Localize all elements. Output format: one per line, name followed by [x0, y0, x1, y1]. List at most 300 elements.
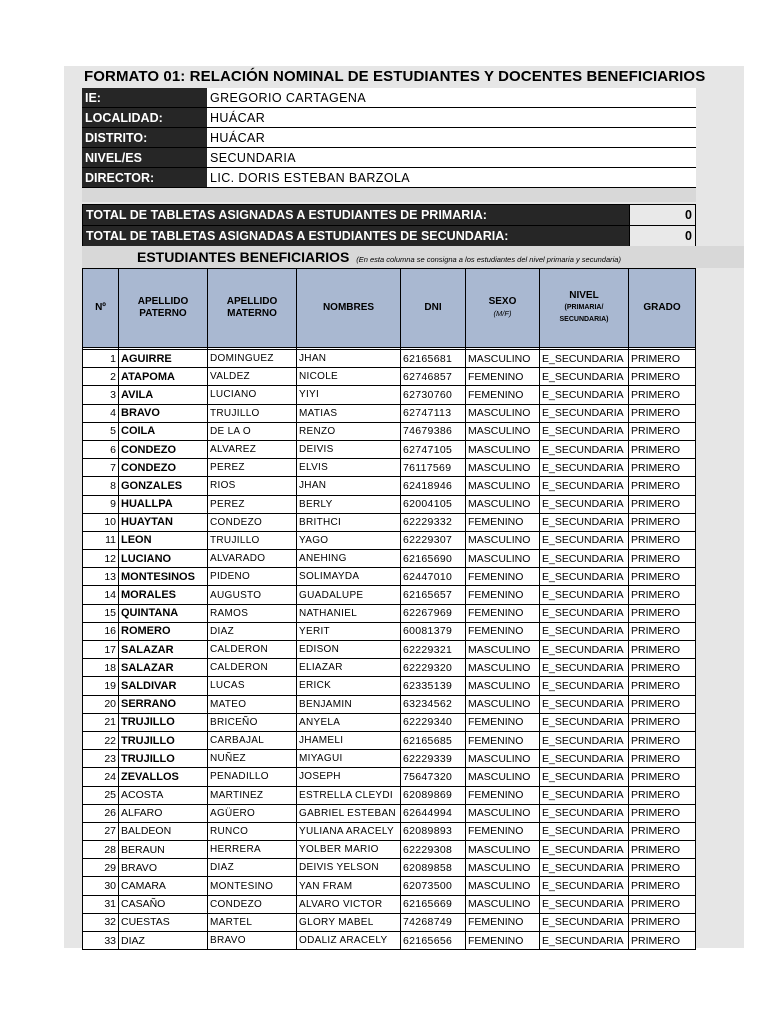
dni-cell[interactable]: 62165657	[401, 586, 466, 604]
apellido-paterno-cell[interactable]: DIAZ	[119, 932, 208, 950]
apellido-materno-cell[interactable]: DIAZ	[208, 859, 297, 877]
grado-cell[interactable]: PRIMERO	[629, 459, 696, 477]
sexo-cell[interactable]: MASCULINO	[466, 550, 540, 568]
nivel-cell[interactable]: E_SECUNDARIA	[540, 877, 629, 895]
sexo-cell[interactable]: MASCULINO	[466, 422, 540, 440]
dni-cell[interactable]: 62644994	[401, 804, 466, 822]
row-number-cell[interactable]: 26	[83, 804, 119, 822]
grado-cell[interactable]: PRIMERO	[629, 350, 696, 368]
row-number-cell[interactable]: 14	[83, 586, 119, 604]
grado-cell[interactable]: PRIMERO	[629, 440, 696, 458]
apellido-materno-cell[interactable]: DE LA O	[208, 422, 297, 440]
apellido-materno-cell[interactable]: CARBAJAL	[208, 731, 297, 749]
nivel-cell[interactable]: E_SECUNDARIA	[540, 786, 629, 804]
info-label: DIRECTOR:	[82, 168, 207, 188]
nombres-cell[interactable]: ESTRELLA CLEYDI	[297, 786, 401, 804]
row-number-cell[interactable]: 18	[83, 659, 119, 677]
apellido-materno-cell[interactable]: RAMOS	[208, 604, 297, 622]
info-value[interactable]: HUÁCAR	[207, 128, 696, 148]
grado-cell[interactable]: PRIMERO	[629, 531, 696, 549]
apellido-materno-cell[interactable]: MONTESINO	[208, 877, 297, 895]
sexo-cell[interactable]: FEMENINO	[466, 386, 540, 404]
sexo-cell[interactable]: FEMENINO	[466, 513, 540, 531]
nombres-cell[interactable]: RENZO	[297, 422, 401, 440]
nombres-cell[interactable]: BENJAMIN	[297, 695, 401, 713]
apellido-paterno-cell[interactable]: AGUIRRE	[119, 350, 208, 368]
apellido-paterno-cell[interactable]: TRUJILLO	[119, 731, 208, 749]
apellido-materno-cell[interactable]: CALDERON	[208, 659, 297, 677]
sexo-cell[interactable]: FEMENINO	[466, 713, 540, 731]
nombres-cell[interactable]: BERLY	[297, 495, 401, 513]
nombres-cell[interactable]: GABRIEL ESTEBAN	[297, 804, 401, 822]
table-row	[83, 841, 696, 859]
grado-cell[interactable]: PRIMERO	[629, 913, 696, 931]
dni-cell[interactable]: 62229332	[401, 513, 466, 531]
dni-cell[interactable]: 60081379	[401, 622, 466, 640]
nombres-cell[interactable]: YERIT	[297, 622, 401, 640]
sexo-cell[interactable]: MASCULINO	[466, 641, 540, 659]
grado-cell[interactable]: PRIMERO	[629, 932, 696, 950]
sexo-cell[interactable]: MASCULINO	[466, 750, 540, 768]
dni-cell[interactable]: 62089893	[401, 822, 466, 840]
apellido-paterno-cell[interactable]: CASAÑO	[119, 895, 208, 913]
nombres-cell[interactable]: JHAN	[297, 477, 401, 495]
total-value[interactable]: 0	[630, 226, 696, 247]
dni-cell[interactable]: 62089869	[401, 786, 466, 804]
grado-cell[interactable]: PRIMERO	[629, 859, 696, 877]
table-row	[83, 731, 696, 749]
apellido-materno-cell[interactable]: AUGUSTO	[208, 586, 297, 604]
apellido-paterno-cell[interactable]: LEON	[119, 531, 208, 549]
sexo-cell[interactable]: MASCULINO	[466, 677, 540, 695]
apellido-paterno-cell[interactable]: BRAVO	[119, 859, 208, 877]
apellido-paterno-cell[interactable]: LUCIANO	[119, 550, 208, 568]
info-row-nivel	[82, 148, 696, 168]
nivel-cell[interactable]: E_SECUNDARIA	[540, 422, 629, 440]
nombres-cell[interactable]: YIYI	[297, 386, 401, 404]
apellido-materno-cell[interactable]: LUCIANO	[208, 386, 297, 404]
table-row	[83, 895, 696, 913]
header-apellido-paterno: APELLIDO PATERNO	[119, 269, 208, 348]
nivel-cell[interactable]: E_SECUNDARIA	[540, 768, 629, 786]
dni-cell[interactable]: 62165669	[401, 895, 466, 913]
row-number-cell[interactable]: 17	[83, 641, 119, 659]
nombres-cell[interactable]: ELIAZAR	[297, 659, 401, 677]
grado-cell[interactable]: PRIMERO	[629, 422, 696, 440]
grado-cell[interactable]: PRIMERO	[629, 895, 696, 913]
nivel-cell[interactable]: E_SECUNDARIA	[540, 713, 629, 731]
sexo-cell[interactable]: FEMENINO	[466, 932, 540, 950]
nombres-cell[interactable]: YULIANA ARACELY	[297, 822, 401, 840]
row-number-cell[interactable]: 22	[83, 731, 119, 749]
info-label: LOCALIDAD:	[82, 108, 207, 128]
nivel-cell[interactable]: E_SECUNDARIA	[540, 677, 629, 695]
apellido-materno-cell[interactable]: MARTEL	[208, 913, 297, 931]
info-value[interactable]: LIC. DORIS ESTEBAN BARZOLA	[207, 168, 696, 188]
nivel-cell[interactable]: E_SECUNDARIA	[540, 622, 629, 640]
grado-cell[interactable]: PRIMERO	[629, 404, 696, 422]
header-apellido-materno: APELLIDO MATERNO	[208, 269, 297, 348]
apellido-materno-cell[interactable]: MARTINEZ	[208, 786, 297, 804]
nombres-cell[interactable]: DEIVIS YELSON	[297, 859, 401, 877]
apellido-paterno-cell[interactable]: BRAVO	[119, 404, 208, 422]
row-number-cell[interactable]: 27	[83, 822, 119, 840]
apellido-paterno-cell[interactable]: TRUJILLO	[119, 750, 208, 768]
nombres-cell[interactable]: ODALIZ ARACELY	[297, 932, 401, 950]
row-number-cell[interactable]: 30	[83, 877, 119, 895]
dni-cell[interactable]: 62229339	[401, 750, 466, 768]
row-number-cell[interactable]: 3	[83, 386, 119, 404]
dni-cell[interactable]: 62165690	[401, 550, 466, 568]
nivel-cell[interactable]: E_SECUNDARIA	[540, 386, 629, 404]
row-number-cell[interactable]: 7	[83, 459, 119, 477]
nivel-cell[interactable]: E_SECUNDARIA	[540, 659, 629, 677]
apellido-materno-cell[interactable]: CALDERON	[208, 641, 297, 659]
apellido-paterno-cell[interactable]: QUINTANA	[119, 604, 208, 622]
sexo-cell[interactable]: FEMENINO	[466, 822, 540, 840]
grado-cell[interactable]: PRIMERO	[629, 841, 696, 859]
header-nombres: NOMBRES	[297, 269, 401, 348]
header-sexo	[466, 269, 540, 348]
nombres-cell[interactable]: YOLBER MARIO	[297, 841, 401, 859]
dni-cell[interactable]: 62447010	[401, 568, 466, 586]
nombres-cell[interactable]: GUADALUPE	[297, 586, 401, 604]
totals-table	[82, 204, 696, 247]
apellido-materno-cell[interactable]: PEREZ	[208, 459, 297, 477]
table-row	[83, 604, 696, 622]
nivel-cell[interactable]: E_SECUNDARIA	[540, 841, 629, 859]
grado-cell[interactable]: PRIMERO	[629, 768, 696, 786]
nombres-cell[interactable]: ANYELA	[297, 713, 401, 731]
nivel-cell[interactable]: E_SECUNDARIA	[540, 440, 629, 458]
row-number-cell[interactable]: 6	[83, 440, 119, 458]
nivel-cell[interactable]: E_SECUNDARIA	[540, 895, 629, 913]
row-number-cell[interactable]: 2	[83, 368, 119, 386]
nivel-cell[interactable]: E_SECUNDARIA	[540, 731, 629, 749]
dni-cell[interactable]: 62089858	[401, 859, 466, 877]
row-number-cell[interactable]: 5	[83, 422, 119, 440]
apellido-materno-cell[interactable]: AGÜERO	[208, 804, 297, 822]
apellido-paterno-cell[interactable]: CONDEZO	[119, 440, 208, 458]
nombres-cell[interactable]: NICOLE	[297, 368, 401, 386]
nivel-cell[interactable]: E_SECUNDARIA	[540, 859, 629, 877]
grado-cell[interactable]: PRIMERO	[629, 822, 696, 840]
apellido-paterno-cell[interactable]: HUALLPA	[119, 495, 208, 513]
nombres-cell[interactable]: GLORY MABEL	[297, 913, 401, 931]
dni-cell[interactable]: 62747113	[401, 404, 466, 422]
apellido-paterno-cell[interactable]: ALFARO	[119, 804, 208, 822]
nombres-cell[interactable]: JOSEPH	[297, 768, 401, 786]
dni-cell[interactable]: 75647320	[401, 768, 466, 786]
grado-cell[interactable]: PRIMERO	[629, 477, 696, 495]
row-number-cell[interactable]: 28	[83, 841, 119, 859]
apellido-paterno-cell[interactable]: CUESTAS	[119, 913, 208, 931]
nivel-cell[interactable]: E_SECUNDARIA	[540, 477, 629, 495]
apellido-materno-cell[interactable]: LUCAS	[208, 677, 297, 695]
row-number-cell[interactable]: 15	[83, 604, 119, 622]
dni-cell[interactable]: 62165656	[401, 932, 466, 950]
dni-cell[interactable]: 62267969	[401, 604, 466, 622]
dni-cell[interactable]: 62335139	[401, 677, 466, 695]
nombres-cell[interactable]: YAN FRAM	[297, 877, 401, 895]
apellido-materno-cell[interactable]: PIDENO	[208, 568, 297, 586]
sexo-cell[interactable]: MASCULINO	[466, 495, 540, 513]
nombres-cell[interactable]: JHAN	[297, 350, 401, 368]
dni-cell[interactable]: 62229320	[401, 659, 466, 677]
row-number-cell[interactable]: 33	[83, 932, 119, 950]
apellido-paterno-cell[interactable]: CONDEZO	[119, 459, 208, 477]
row-number-cell[interactable]: 13	[83, 568, 119, 586]
apellido-paterno-cell[interactable]: ZEVALLOS	[119, 768, 208, 786]
dni-cell[interactable]: 62165681	[401, 350, 466, 368]
sexo-cell[interactable]: FEMENINO	[466, 786, 540, 804]
info-label: DISTRITO:	[82, 128, 207, 148]
row-number-cell[interactable]: 24	[83, 768, 119, 786]
apellido-materno-cell[interactable]: RUNCO	[208, 822, 297, 840]
sexo-cell[interactable]: MASCULINO	[466, 440, 540, 458]
table-row	[83, 404, 696, 422]
row-number-cell[interactable]: 4	[83, 404, 119, 422]
grado-cell[interactable]: PRIMERO	[629, 550, 696, 568]
sexo-cell[interactable]: MASCULINO	[466, 804, 540, 822]
row-number-cell[interactable]: 19	[83, 677, 119, 695]
grado-cell[interactable]: PRIMERO	[629, 659, 696, 677]
row-number-cell[interactable]: 8	[83, 477, 119, 495]
sexo-cell[interactable]: FEMENINO	[466, 622, 540, 640]
dni-cell[interactable]: 62004105	[401, 495, 466, 513]
nombres-cell[interactable]: ANEHING	[297, 550, 401, 568]
sexo-cell[interactable]: MASCULINO	[466, 459, 540, 477]
apellido-materno-cell[interactable]: DIAZ	[208, 622, 297, 640]
apellido-paterno-cell[interactable]: GONZALES	[119, 477, 208, 495]
row-number-cell[interactable]: 16	[83, 622, 119, 640]
nivel-cell[interactable]: E_SECUNDARIA	[540, 804, 629, 822]
nombres-cell[interactable]: ALVARO VICTOR	[297, 895, 401, 913]
row-number-cell[interactable]: 20	[83, 695, 119, 713]
dni-cell[interactable]: 62229340	[401, 713, 466, 731]
row-number-cell[interactable]: 1	[83, 350, 119, 368]
table-row	[83, 386, 696, 404]
sexo-cell[interactable]: MASCULINO	[466, 859, 540, 877]
nombres-cell[interactable]: SOLIMAYDA	[297, 568, 401, 586]
dni-cell[interactable]: 62418946	[401, 477, 466, 495]
nivel-cell[interactable]: E_SECUNDARIA	[540, 750, 629, 768]
info-value[interactable]: HUÁCAR	[207, 108, 696, 128]
grado-cell[interactable]: PRIMERO	[629, 513, 696, 531]
apellido-materno-cell[interactable]: DOMINGUEZ	[208, 350, 297, 368]
row-number-cell[interactable]: 25	[83, 786, 119, 804]
apellido-paterno-cell[interactable]: SERRANO	[119, 695, 208, 713]
apellido-paterno-cell[interactable]: SALAZAR	[119, 659, 208, 677]
nivel-cell[interactable]: E_SECUNDARIA	[540, 913, 629, 931]
dni-cell[interactable]: 74268749	[401, 913, 466, 931]
sexo-cell[interactable]: MASCULINO	[466, 404, 540, 422]
sexo-cell[interactable]: MASCULINO	[466, 695, 540, 713]
sexo-cell[interactable]: MASCULINO	[466, 477, 540, 495]
table-row	[83, 804, 696, 822]
nombres-cell[interactable]: JHAMELI	[297, 731, 401, 749]
nombres-cell[interactable]: MIYAGUI	[297, 750, 401, 768]
nivel-cell[interactable]: E_SECUNDARIA	[540, 531, 629, 549]
apellido-materno-cell[interactable]: VALDEZ	[208, 368, 297, 386]
apellido-paterno-cell[interactable]: SALAZAR	[119, 641, 208, 659]
row-number-cell[interactable]: 10	[83, 513, 119, 531]
info-value[interactable]: GREGORIO CARTAGENA	[207, 88, 696, 108]
sexo-cell[interactable]: FEMENINO	[466, 604, 540, 622]
apellido-materno-cell[interactable]: ALVARADO	[208, 550, 297, 568]
info-value[interactable]: SECUNDARIA	[207, 148, 696, 168]
apellido-materno-cell[interactable]: BRAVO	[208, 932, 297, 950]
grado-cell[interactable]: PRIMERO	[629, 604, 696, 622]
table-row	[83, 750, 696, 768]
apellido-paterno-cell[interactable]: SALDIVAR	[119, 677, 208, 695]
grado-cell[interactable]: PRIMERO	[629, 713, 696, 731]
apellido-materno-cell[interactable]: MATEO	[208, 695, 297, 713]
sexo-cell[interactable]: MASCULINO	[466, 841, 540, 859]
nivel-cell[interactable]: E_SECUNDARIA	[540, 459, 629, 477]
dni-cell[interactable]: 76117569	[401, 459, 466, 477]
total-row-secundaria	[83, 226, 696, 247]
apellido-materno-cell[interactable]: ALVAREZ	[208, 440, 297, 458]
row-number-cell[interactable]: 23	[83, 750, 119, 768]
dni-cell[interactable]: 62730760	[401, 386, 466, 404]
dni-cell[interactable]: 62746857	[401, 368, 466, 386]
dni-cell[interactable]: 62747105	[401, 440, 466, 458]
grado-cell[interactable]: PRIMERO	[629, 786, 696, 804]
dni-cell[interactable]: 63234562	[401, 695, 466, 713]
dni-cell[interactable]: 62229307	[401, 531, 466, 549]
row-number-cell[interactable]: 9	[83, 495, 119, 513]
nivel-cell[interactable]: E_SECUNDARIA	[540, 350, 629, 368]
sexo-cell[interactable]: MASCULINO	[466, 659, 540, 677]
grado-cell[interactable]: PRIMERO	[629, 386, 696, 404]
nombres-cell[interactable]: YAGO	[297, 531, 401, 549]
sexo-cell[interactable]: FEMENINO	[466, 568, 540, 586]
nivel-cell[interactable]: E_SECUNDARIA	[540, 568, 629, 586]
grado-cell[interactable]: PRIMERO	[629, 677, 696, 695]
section-separator	[82, 188, 696, 202]
grado-cell[interactable]: PRIMERO	[629, 568, 696, 586]
table-header-row	[83, 269, 696, 348]
row-number-cell[interactable]: 32	[83, 913, 119, 931]
apellido-materno-cell[interactable]: PEREZ	[208, 495, 297, 513]
total-value[interactable]: 0	[630, 205, 696, 226]
apellido-paterno-cell[interactable]: CAMARA	[119, 877, 208, 895]
apellido-paterno-cell[interactable]: MORALES	[119, 586, 208, 604]
row-number-cell[interactable]: 11	[83, 531, 119, 549]
apellido-materno-cell[interactable]: RIOS	[208, 477, 297, 495]
sexo-cell[interactable]: FEMENINO	[466, 731, 540, 749]
apellido-paterno-cell[interactable]: ATAPOMA	[119, 368, 208, 386]
table-row	[83, 568, 696, 586]
apellido-paterno-cell[interactable]: ACOSTA	[119, 786, 208, 804]
nivel-cell[interactable]: E_SECUNDARIA	[540, 604, 629, 622]
nivel-cell[interactable]: E_SECUNDARIA	[540, 513, 629, 531]
nivel-cell[interactable]: E_SECUNDARIA	[540, 495, 629, 513]
beneficiarios-title: ESTUDIANTES BENEFICIARIOS	[137, 249, 350, 265]
row-number-cell[interactable]: 31	[83, 895, 119, 913]
nivel-cell[interactable]: E_SECUNDARIA	[540, 641, 629, 659]
info-row-director	[82, 168, 696, 188]
apellido-paterno-cell[interactable]: HUAYTAN	[119, 513, 208, 531]
row-number-cell[interactable]: 21	[83, 713, 119, 731]
apellido-materno-cell[interactable]: HERRERA	[208, 841, 297, 859]
grado-cell[interactable]: PRIMERO	[629, 731, 696, 749]
grado-cell[interactable]: PRIMERO	[629, 804, 696, 822]
dni-cell[interactable]: 62229308	[401, 841, 466, 859]
sexo-cell[interactable]: MASCULINO	[466, 350, 540, 368]
row-number-cell[interactable]: 29	[83, 859, 119, 877]
dni-cell[interactable]: 62165685	[401, 731, 466, 749]
apellido-materno-cell[interactable]: TRUJILLO	[208, 404, 297, 422]
apellido-materno-cell[interactable]: CONDEZO	[208, 513, 297, 531]
row-number-cell[interactable]: 12	[83, 550, 119, 568]
sexo-cell[interactable]: MASCULINO	[466, 895, 540, 913]
table-row	[83, 513, 696, 531]
grado-cell[interactable]: PRIMERO	[629, 750, 696, 768]
nivel-cell[interactable]: E_SECUNDARIA	[540, 404, 629, 422]
nivel-cell[interactable]: E_SECUNDARIA	[540, 822, 629, 840]
grado-cell[interactable]: PRIMERO	[629, 495, 696, 513]
apellido-paterno-cell[interactable]: COILA	[119, 422, 208, 440]
dni-cell[interactable]: 74679386	[401, 422, 466, 440]
grado-cell[interactable]: PRIMERO	[629, 695, 696, 713]
apellido-paterno-cell[interactable]: TRUJILLO	[119, 713, 208, 731]
header-nivel	[540, 269, 629, 348]
dni-cell[interactable]: 62229321	[401, 641, 466, 659]
nombres-cell[interactable]: DEIVIS	[297, 440, 401, 458]
grado-cell[interactable]: PRIMERO	[629, 877, 696, 895]
nivel-cell[interactable]: E_SECUNDARIA	[540, 695, 629, 713]
sexo-cell[interactable]: FEMENINO	[466, 913, 540, 931]
header-nivel-sub: (PRIMARIA/ SECUNDARIA)	[559, 304, 609, 323]
nombres-cell[interactable]: ELVIS	[297, 459, 401, 477]
apellido-materno-cell[interactable]: NUÑEZ	[208, 750, 297, 768]
nombres-cell[interactable]: EDISON	[297, 641, 401, 659]
apellido-paterno-cell[interactable]: ROMERO	[119, 622, 208, 640]
apellido-materno-cell[interactable]: BRICEÑO	[208, 713, 297, 731]
sexo-cell[interactable]: FEMENINO	[466, 586, 540, 604]
apellido-materno-cell[interactable]: PENADILLO	[208, 768, 297, 786]
sexo-cell[interactable]: FEMENINO	[466, 368, 540, 386]
info-row-localidad	[82, 108, 696, 128]
nombres-cell[interactable]: MATIAS	[297, 404, 401, 422]
apellido-paterno-cell[interactable]: MONTESINOS	[119, 568, 208, 586]
apellido-materno-cell[interactable]: TRUJILLO	[208, 531, 297, 549]
nivel-cell[interactable]: E_SECUNDARIA	[540, 586, 629, 604]
apellido-materno-cell[interactable]: CONDEZO	[208, 895, 297, 913]
table-row	[83, 786, 696, 804]
apellido-paterno-cell[interactable]: BERAUN	[119, 841, 208, 859]
grado-cell[interactable]: PRIMERO	[629, 641, 696, 659]
nombres-cell[interactable]: ERICK	[297, 677, 401, 695]
nivel-cell[interactable]: E_SECUNDARIA	[540, 550, 629, 568]
nombres-cell[interactable]: BRITHCI	[297, 513, 401, 531]
sexo-cell[interactable]: MASCULINO	[466, 877, 540, 895]
grado-cell[interactable]: PRIMERO	[629, 622, 696, 640]
nivel-cell[interactable]: E_SECUNDARIA	[540, 368, 629, 386]
sexo-cell[interactable]: MASCULINO	[466, 531, 540, 549]
nivel-cell[interactable]: E_SECUNDARIA	[540, 932, 629, 950]
grado-cell[interactable]: PRIMERO	[629, 586, 696, 604]
dni-cell[interactable]: 62073500	[401, 877, 466, 895]
apellido-paterno-cell[interactable]: AVILA	[119, 386, 208, 404]
apellido-paterno-cell[interactable]: BALDEON	[119, 822, 208, 840]
grado-cell[interactable]: PRIMERO	[629, 368, 696, 386]
total-row-primaria	[83, 205, 696, 226]
nombres-cell[interactable]: NATHANIEL	[297, 604, 401, 622]
sexo-cell[interactable]: MASCULINO	[466, 768, 540, 786]
